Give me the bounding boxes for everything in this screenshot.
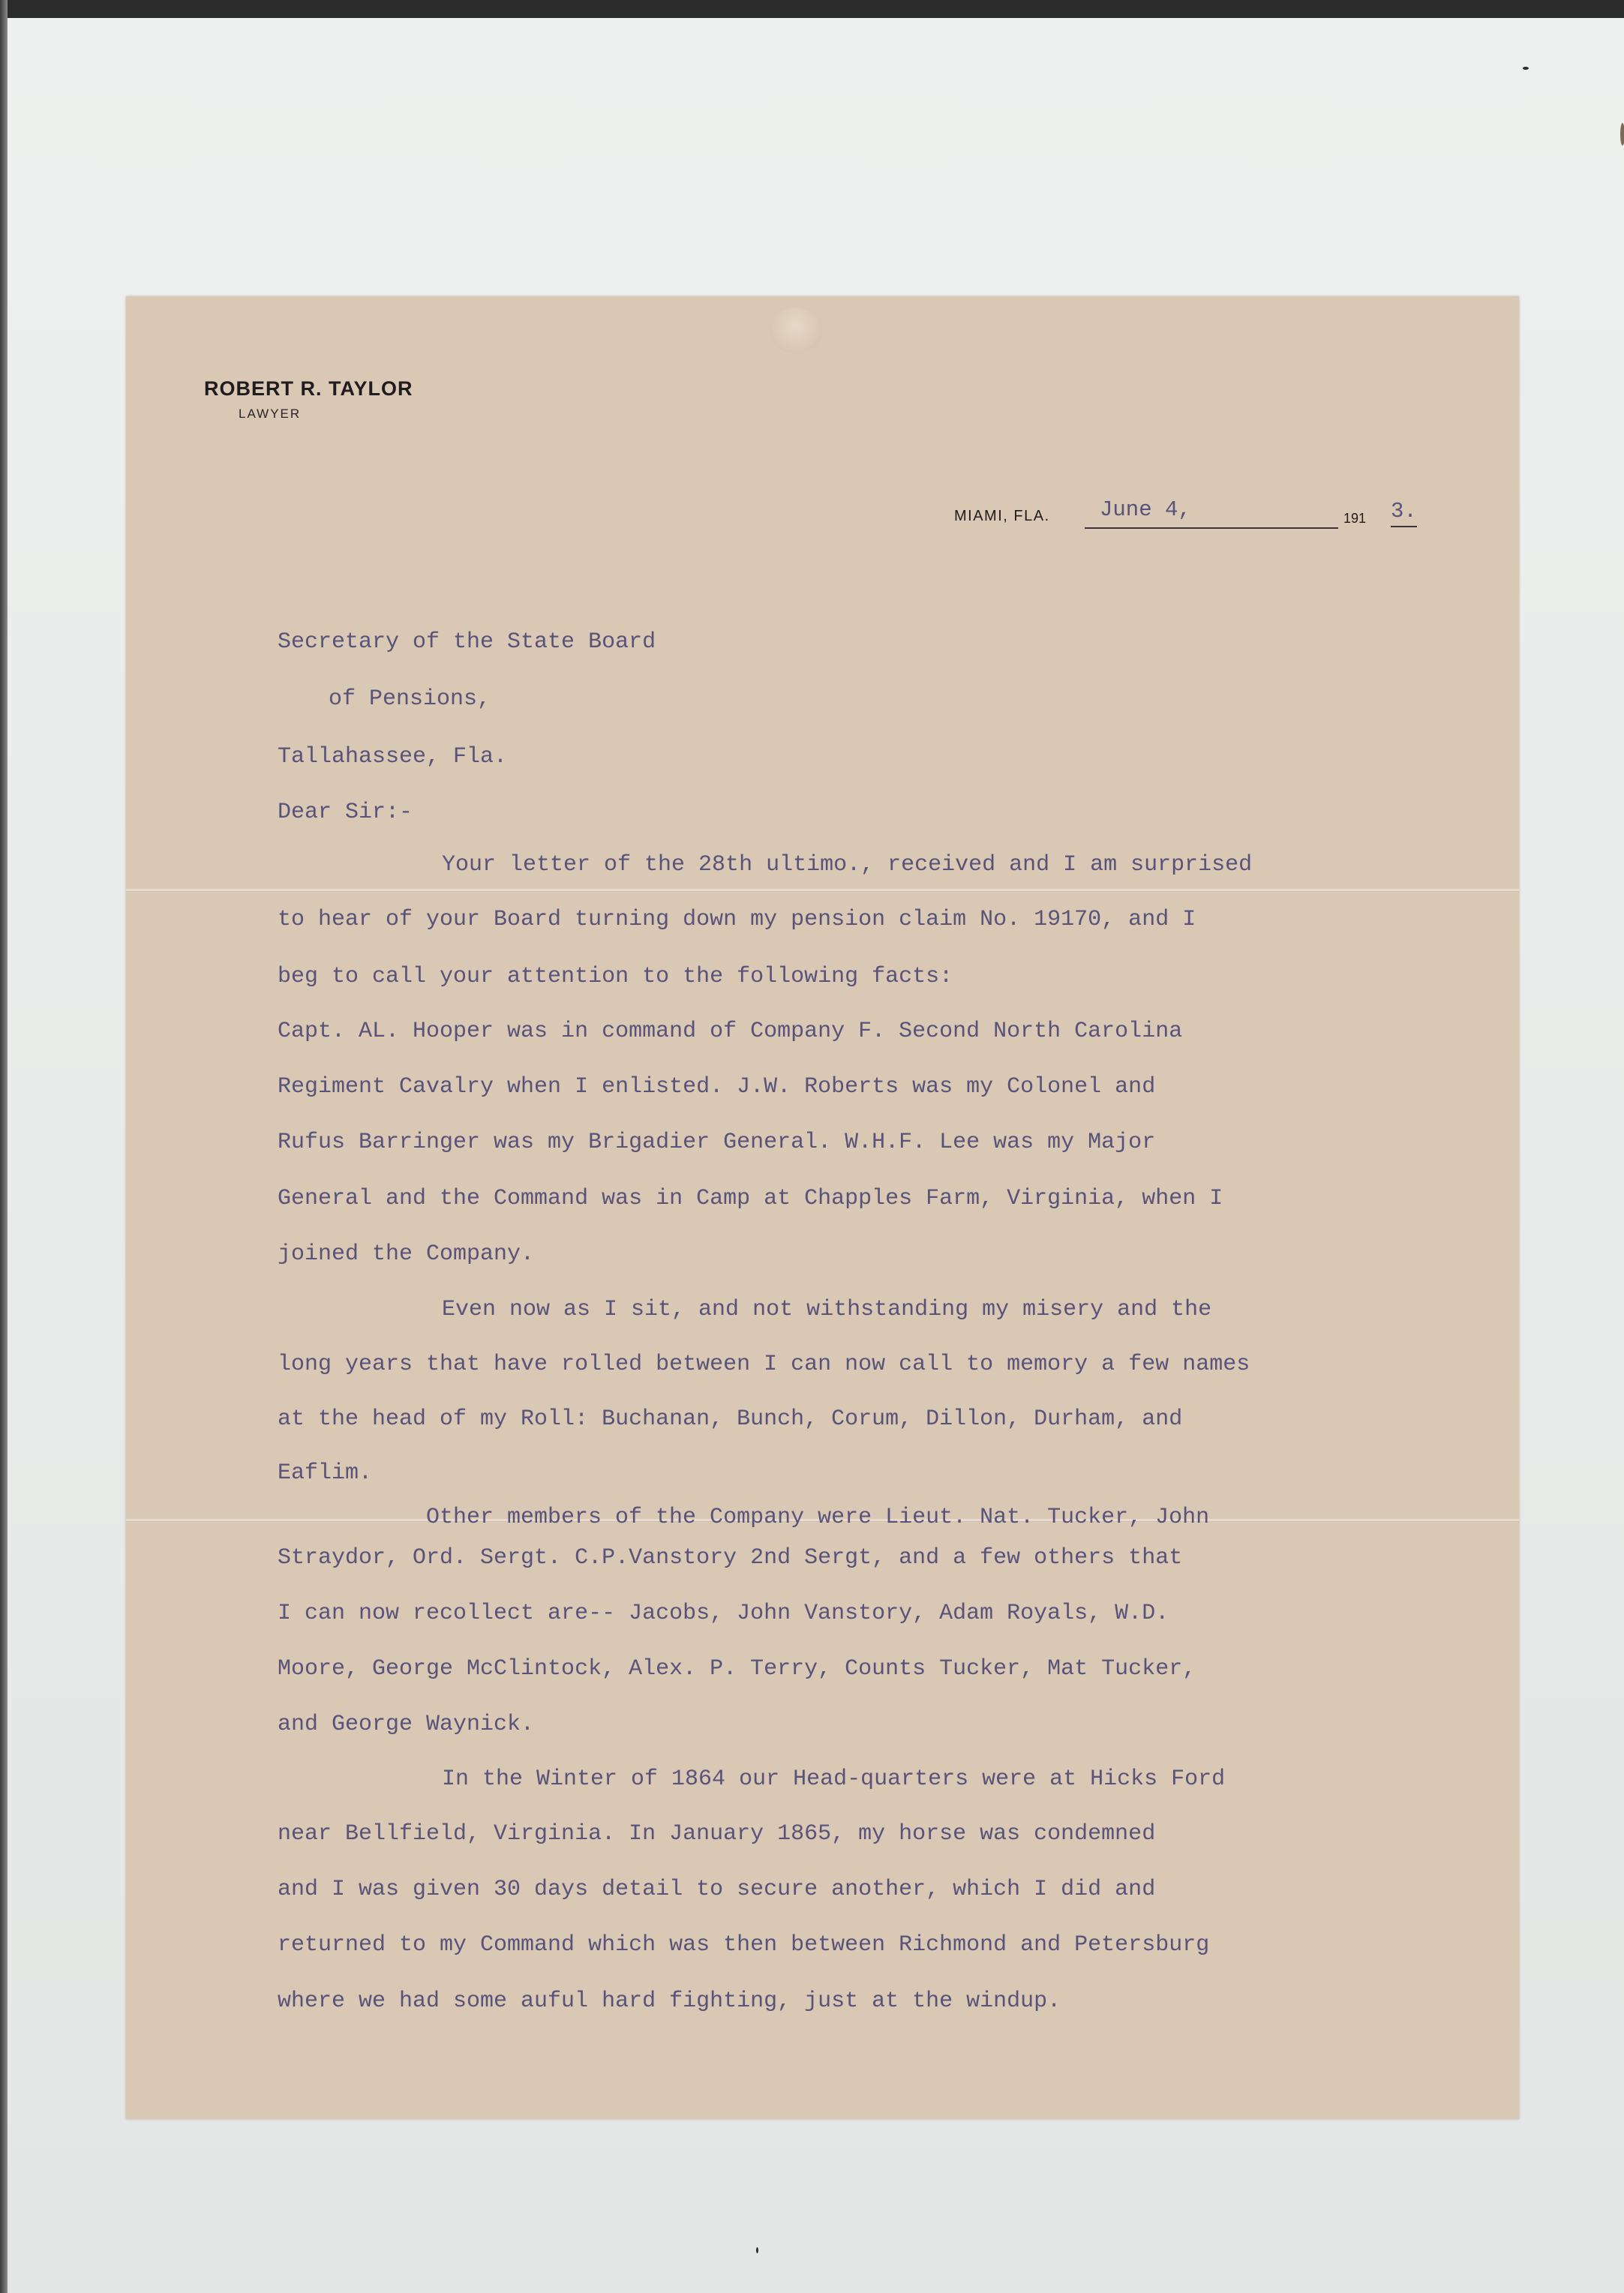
date-underline <box>1085 527 1338 529</box>
body-line: at the head of my Roll: Buchanan, Bunch, Corum, Dillon, Durham, and <box>278 1406 1183 1432</box>
dateline-date: June 4, <box>1100 497 1191 522</box>
body-line: where we had some auful hard fighting, just at the windup. <box>278 1988 1061 2014</box>
body-line: Regiment Cavalry when I enlisted. J.W. Roberts was my Colonel and <box>278 1074 1156 1100</box>
dateline-year-prefix: 191 <box>1343 511 1367 526</box>
dust-speck <box>1620 123 1624 146</box>
body-line: long years that have rolled between I can now call to memory a few names <box>278 1352 1250 1377</box>
dust-speck <box>1523 67 1529 70</box>
embossed-seal <box>770 308 822 354</box>
dateline-place: MIAMI, FLA. <box>954 508 1050 524</box>
body-line: Other members of the Company were Lieut. Nat. Tucker, John <box>426 1505 1210 1530</box>
body-line: near Bellfield, Virginia. In January 1865, my horse was condemned <box>278 1821 1156 1847</box>
body-line: beg to call your attention to the following facts: <box>278 964 953 989</box>
body-line: General and the Command was in Camp at Chapples Farm, Virginia, when I <box>278 1186 1223 1211</box>
salutation: Dear Sir:- <box>278 800 413 825</box>
body-line: Eaflim. <box>278 1460 373 1486</box>
body-line: returned to my Command which was then between Richmond and Petersburg <box>278 1932 1210 1958</box>
body-line: In the Winter of 1864 our Head-quarters were at Hicks Ford <box>442 1766 1226 1792</box>
address-line: Tallahassee, Fla. <box>278 744 508 770</box>
body-line: joined the Company. <box>278 1241 535 1267</box>
body-line: Your letter of the 28th ultimo., received and I am surprised <box>442 852 1253 878</box>
body-line: and George Waynick. <box>278 1712 535 1737</box>
body-line: Straydor, Ord. Sergt. C.P.Vanstory 2nd Sergt, and a few others that <box>278 1545 1183 1571</box>
dust-speck <box>756 2247 758 2253</box>
letter-sheet <box>126 296 1519 2119</box>
body-line: Rufus Barringer was my Brigadier General. W.H.F. Lee was my Major <box>278 1130 1156 1155</box>
address-line: Secretary of the State Board <box>278 629 656 655</box>
letterhead-name: ROBERT R. TAYLOR <box>204 377 413 400</box>
fold-crease <box>126 889 1519 892</box>
body-line: Moore, George McClintock, Alex. P. Terry, Counts Tucker, Mat Tucker, <box>278 1656 1196 1682</box>
dateline-year-suffix: 3. <box>1391 497 1417 527</box>
body-line: I can now recollect are-- Jacobs, John Vanstory, Adam Royals, W.D. <box>278 1601 1169 1626</box>
scanner-frame-left <box>0 0 8 2293</box>
body-line: to hear of your Board turning down my pension claim No. 19170, and I <box>278 907 1196 932</box>
body-line: and I was given 30 days detail to secure another, which I did and <box>278 1877 1156 1902</box>
address-line: of Pensions, <box>329 686 491 712</box>
body-line: Even now as I sit, and not withstanding my misery and the <box>442 1297 1212 1322</box>
letterhead-title: LAWYER <box>239 407 302 421</box>
body-line: Capt. AL. Hooper was in command of Company F. Second North Carolina <box>278 1019 1183 1044</box>
scanner-frame-top <box>0 0 1624 18</box>
